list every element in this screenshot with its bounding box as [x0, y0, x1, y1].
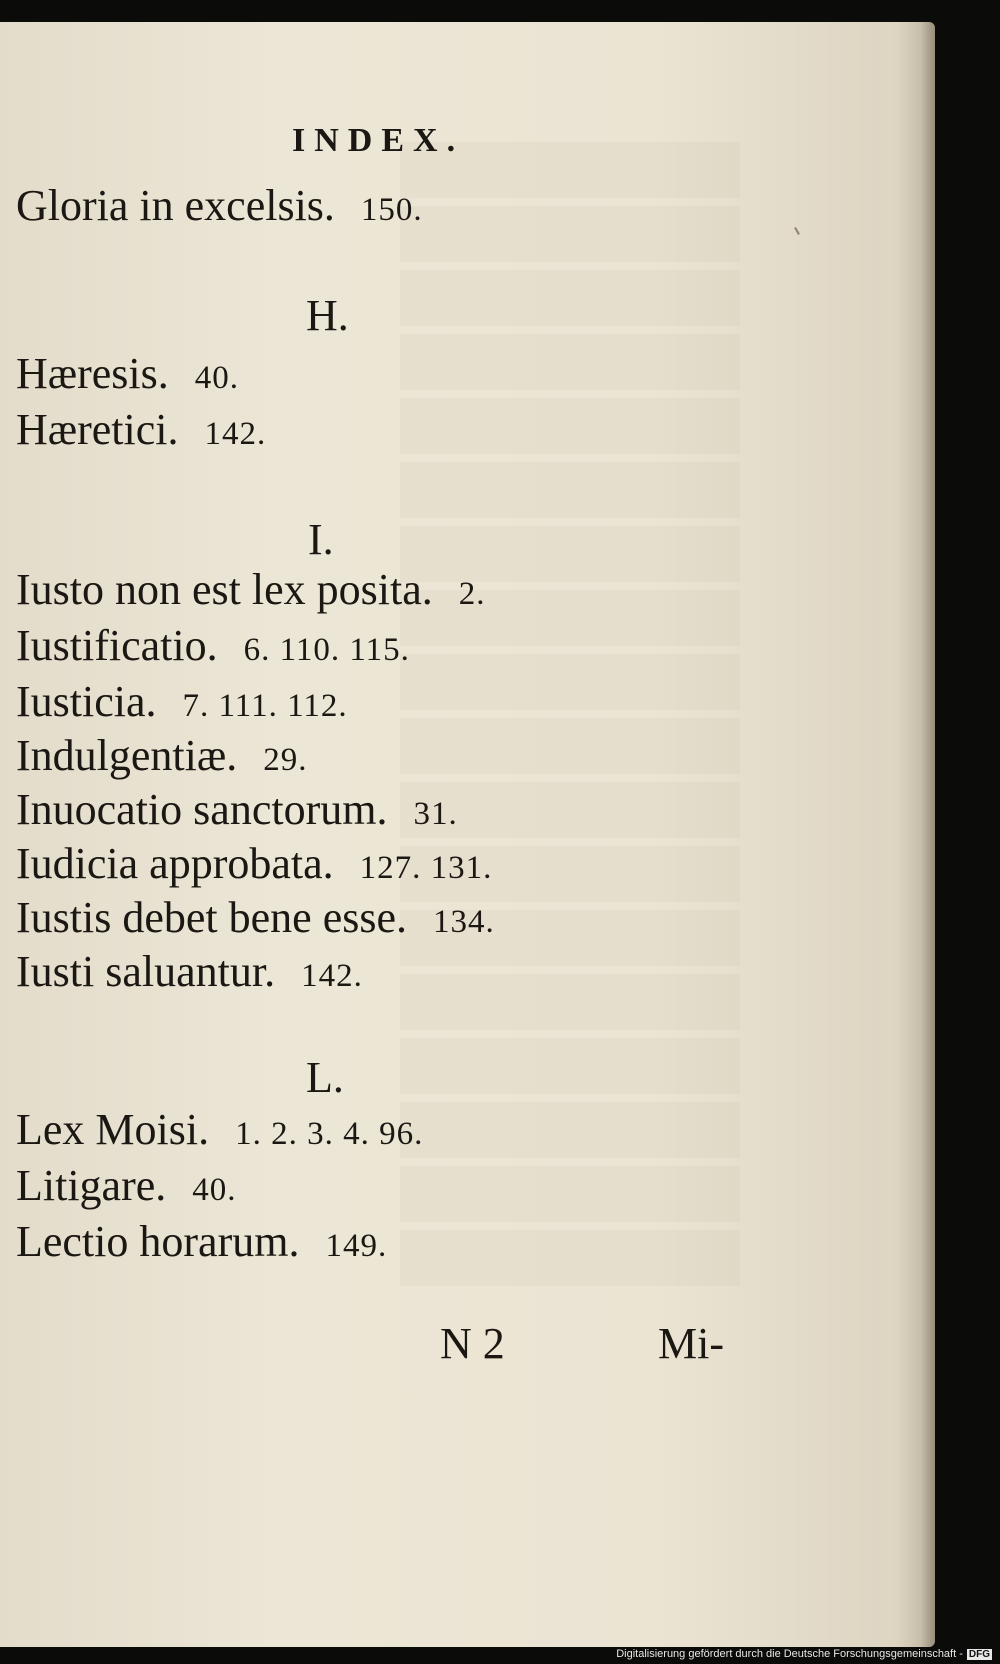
entry-pages: 149. — [325, 1228, 388, 1264]
entry-pages: 1. 2. 3. 4. 96. — [235, 1116, 424, 1152]
index-entry — [16, 180, 423, 231]
entry-term: Iudicia approbata. — [16, 839, 334, 888]
entry-term: Hæretici. — [16, 405, 179, 454]
entry-pages: 134. — [433, 904, 495, 940]
entry-term: Indulgentiæ. — [16, 731, 238, 780]
index-entry — [16, 784, 458, 835]
index-entry — [16, 892, 495, 943]
running-head: INDEX. — [292, 122, 465, 159]
index-entry — [16, 620, 410, 671]
entry-pages: 6. 110. 115. — [243, 632, 410, 668]
index-entry — [16, 730, 307, 781]
entry-pages: 142. — [301, 958, 363, 994]
section-letter-l: L. — [306, 1053, 344, 1102]
show-through — [380, 142, 740, 1362]
catchword: Mi- — [658, 1319, 724, 1368]
entry-term: Litigare. — [16, 1161, 167, 1210]
entry-term: Iustis debet bene esse. — [16, 893, 407, 942]
entry-pages: 40. — [192, 1172, 237, 1208]
entry-term: Iusti saluantur. — [16, 947, 276, 996]
dfg-logo: DFG — [968, 1649, 990, 1660]
index-entry — [16, 348, 239, 399]
section-letter-i: I. — [308, 515, 334, 564]
ink-speck — [794, 227, 800, 235]
entry-pages: 7. 111. 112. — [182, 688, 348, 724]
entry-pages: 127. 131. — [359, 850, 493, 886]
index-entry — [16, 676, 348, 727]
entry-pages: 40. — [194, 360, 240, 396]
index-entry — [16, 1216, 387, 1267]
entry-term: Lex Moisi. — [16, 1105, 210, 1154]
book-page — [0, 22, 935, 1647]
index-entry — [16, 564, 485, 615]
section-letter-h: H. — [306, 291, 349, 340]
index-entry — [16, 1160, 237, 1211]
entry-term: Inuocatio sanctorum. — [16, 785, 388, 834]
index-entry — [16, 838, 492, 889]
entry-term: Iustificatio. — [16, 621, 218, 670]
entry-term: Iusto non est lex posita. — [16, 565, 433, 614]
entry-term: Gloria in excelsis. — [16, 181, 335, 230]
credit-text: Digitalisierung gefördert durch die Deutsche Forschungsgemeinschaft - — [616, 1648, 963, 1660]
index-entry — [16, 1104, 423, 1155]
signature-mark: N 2 — [440, 1319, 505, 1368]
index-entry — [16, 946, 363, 997]
entry-pages: 29. — [263, 742, 308, 778]
entry-term: Iusticia. — [16, 677, 157, 726]
entry-pages: 2. — [458, 576, 486, 612]
entry-pages: 150. — [360, 192, 423, 228]
index-entry — [16, 404, 266, 455]
entry-pages: 142. — [204, 416, 267, 452]
entry-term: Lectio horarum. — [16, 1217, 300, 1266]
digitization-credit — [616, 1648, 992, 1660]
entry-term: Hæresis. — [16, 349, 169, 398]
entry-pages: 31. — [413, 796, 458, 832]
